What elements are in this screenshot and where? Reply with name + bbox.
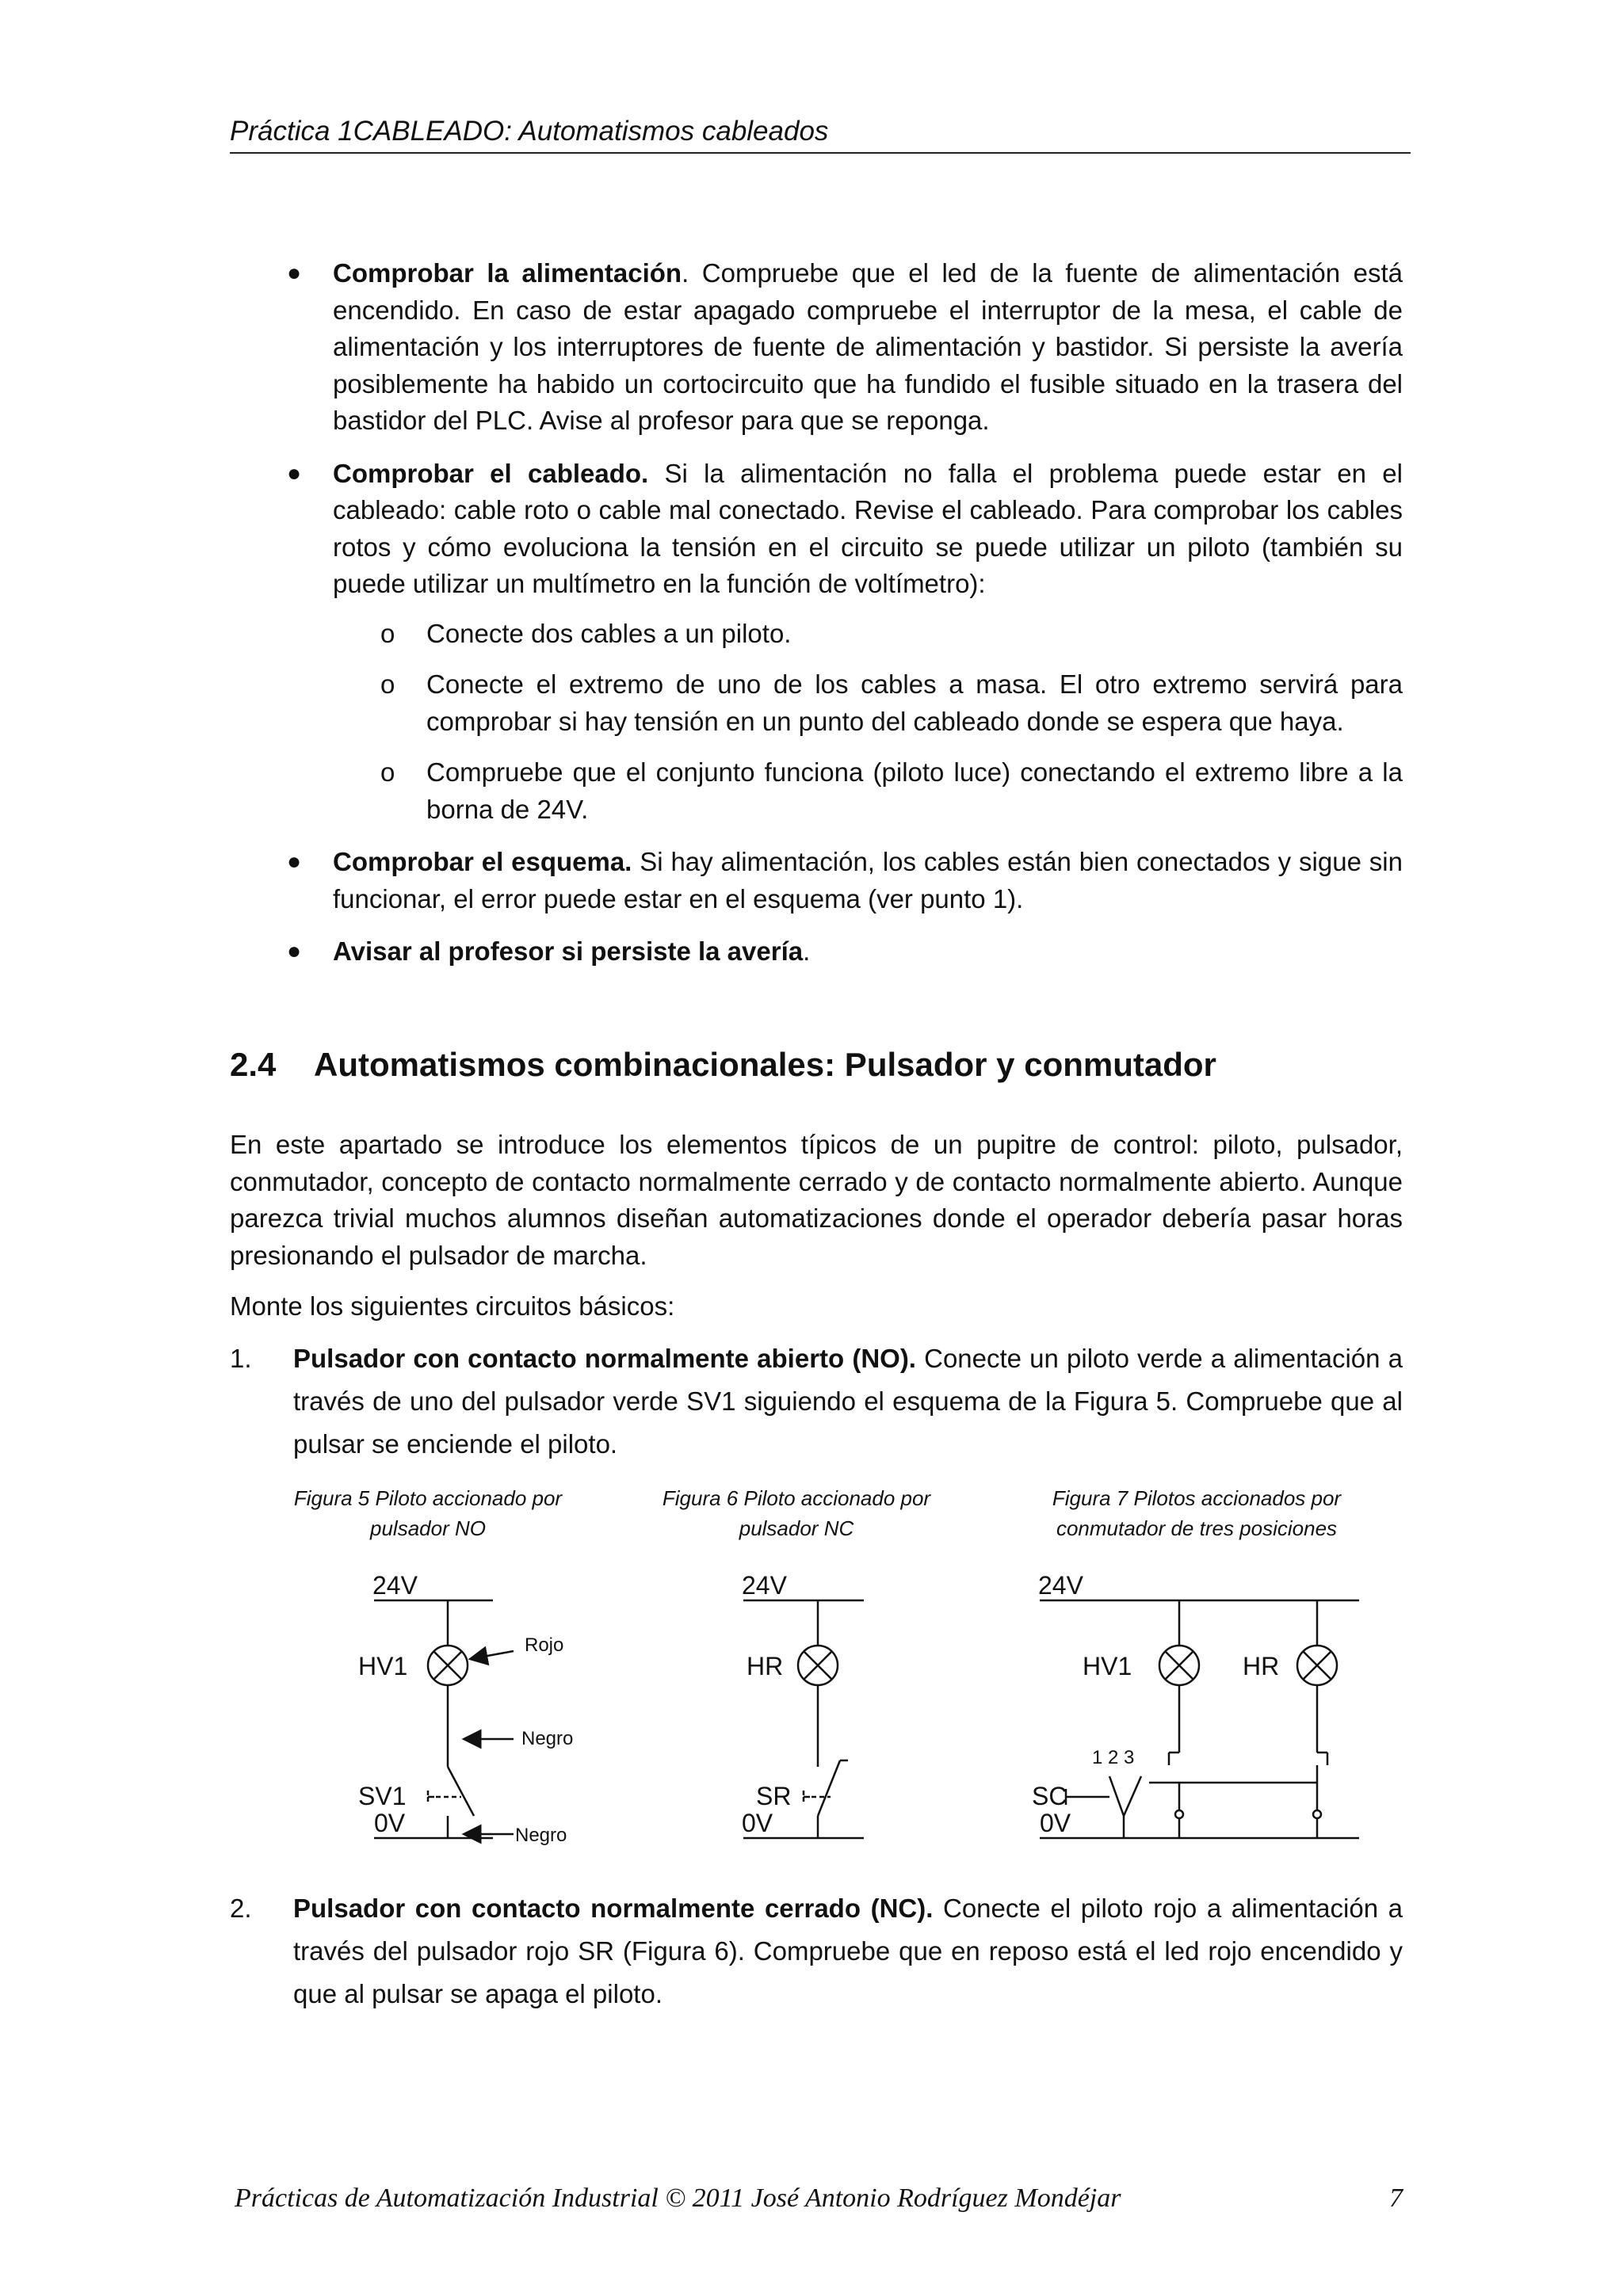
selector-contact: [1109, 1776, 1124, 1816]
label-switch: SC: [1032, 1782, 1067, 1810]
label-rojo: Rojo: [525, 1634, 564, 1656]
label-lamp: HV1: [358, 1652, 408, 1680]
section-number: 2.4: [230, 1046, 277, 1083]
section-title: Automatismos combinacionales: Pulsador y conmutador: [314, 1046, 1216, 1083]
caption-line: Figura 7 Pilotos accionados por: [1052, 1486, 1342, 1510]
push-actuator: [428, 1789, 461, 1805]
bullet-item: [230, 456, 1403, 829]
caption-line: pulsador NO: [370, 1516, 486, 1540]
sub-text: Conecte dos cables a un piloto.: [426, 618, 792, 648]
caption-line: pulsador NC: [739, 1516, 854, 1540]
switch-nc-contact: [818, 1760, 840, 1816]
intro-paragraph: Monte los siguientes circuitos básicos:: [230, 1291, 675, 1321]
bullet-dot-icon: ●: [287, 849, 302, 875]
item-text: Conecte un piloto verde a alimentación a través de uno del pulsador verde SV1 siguiendo el esquema de la Figura 5. Compruebe que al pulsar se enciende el piloto.: [293, 1344, 1403, 1459]
switch-no-contact: [448, 1767, 474, 1816]
sub-marker: o: [380, 618, 395, 648]
sub-item: [230, 616, 1403, 653]
label-0v: 0V: [1040, 1809, 1071, 1837]
footer-text: Prácticas de Automatización Industrial © 2011 José Antonio Rodríguez Mondéjar: [235, 2183, 1121, 2213]
bullet-dot-icon: ●: [287, 938, 302, 964]
bullet-item: [230, 844, 1403, 917]
item-title: Pulsador con contacto normalmente abierto (NO).: [293, 1344, 916, 1373]
item-number: 2.: [230, 1894, 252, 1923]
bullet-text: Si hay alimentación, los cables están bien conectados y sigue sin funcionar, el error puede estar en el esquema (ver punto 1).: [333, 847, 1403, 913]
label-0v: 0V: [742, 1809, 773, 1837]
bullet-title: Avisar al profesor si persiste la avería: [333, 936, 804, 966]
bullet-text: .: [803, 936, 811, 966]
page-number: 7: [1389, 2183, 1403, 2213]
label-24v: 24V: [372, 1571, 418, 1600]
bullet-title: Comprobar la alimentación: [333, 258, 682, 288]
header-title: Práctica 1CABLEADO: Automatismos cableados: [230, 116, 829, 147]
label-switch: SV1: [358, 1782, 407, 1810]
label-lamp: HR: [747, 1652, 784, 1680]
arrow-rojo: [470, 1651, 514, 1659]
sub-list: [333, 616, 1403, 829]
troubleshooting-list: [230, 255, 1403, 986]
label-positions: 1 2 3: [1092, 1747, 1135, 1768]
label-negro: Negro: [515, 1825, 567, 1846]
page-header: [230, 116, 1411, 154]
bullet-dot-icon: ●: [287, 460, 302, 486]
section-intro: [230, 1127, 1403, 1340]
label-lamp: HV1: [1083, 1652, 1132, 1680]
caption-line: Figura 5 Piloto accionado por: [293, 1486, 563, 1510]
bullet-text: . Compruebe que el led de la fuente de alimentación está encendido. En caso de estar apagado compruebe el interruptor de la mesa, el cable de alimentación y los interruptores de fuente de alimentación y bastidor. Si persiste la avería posiblemente ha habido un cortocircuito que ha fundido el fusible situado en la trasera del bastidor del PLC. Avise al profesor para que se reponga.: [333, 258, 1403, 435]
sub-item: [230, 754, 1403, 828]
bullet-item: [230, 255, 1403, 440]
label-negro: Negro: [521, 1728, 574, 1749]
sub-text: Conecte el extremo de uno de los cables a masa. El otro extremo servirá para comprobar si hay tensión en un punto del cableado donde se espera que haya.: [426, 669, 1403, 736]
item-number: 1.: [230, 1344, 252, 1373]
figure-7-diagram: [1040, 1600, 1359, 1838]
sub-marker: o: [380, 669, 395, 699]
sub-text: Compruebe que el conjunto funciona (piloto luce) conectando el extremo libre a la borna de 24V.: [426, 757, 1403, 824]
label-switch: SR: [756, 1782, 792, 1810]
section-heading: [230, 1046, 1216, 1084]
selector-actuator: [1066, 1789, 1109, 1805]
label-0v: 0V: [374, 1809, 406, 1837]
item-text: Conecte el piloto rojo a alimentación a través del pulsador rojo SR (Figura 6). Compruebe que en reposo está el led rojo encendido y que al pulsar se apaga el piloto.: [293, 1894, 1403, 2008]
intro-paragraph: En este apartado se introduce los elementos típicos de un pupitre de control: piloto, pulsador, conmutador, concepto de contacto normalmente cerrado y de contacto normalmente abierto. Aunque parezca trivial muchos alumnos diseñan automatizaciones donde el operador debería pasar horas presionando el pulsador de marcha.: [230, 1130, 1403, 1270]
item-title: Pulsador con contacto normalmente cerrado (NC).: [293, 1894, 934, 1923]
bullet-title: Comprobar el esquema.: [333, 847, 632, 876]
sub-item: [230, 666, 1403, 740]
circuit-diagrams: [238, 1483, 1411, 1863]
caption-line: conmutador de tres posiciones: [1056, 1516, 1338, 1540]
bullet-dot-icon: ●: [287, 260, 302, 286]
sub-marker: o: [380, 757, 395, 787]
caption-line: Figura 6 Piloto accionado por: [662, 1486, 931, 1510]
numbered-item: [230, 1337, 1403, 1466]
bullet-text: Si la alimentación no falla el problema puede estar en el cableado: cable roto o cable mal conectado. Revise el cableado. Para comprobar los cables rotos y cómo evoluciona la tensión en el circuito se puede utilizar un piloto (también su puede utilizar un multímetro en la función de voltímetro):: [333, 458, 1403, 598]
figures-row: [238, 1483, 1411, 1863]
label-24v: 24V: [1038, 1571, 1083, 1600]
bullet-item: [230, 933, 1403, 971]
label-24v: 24V: [742, 1571, 787, 1600]
numbered-item: [230, 1887, 1403, 2016]
bullet-title: Comprobar el cableado.: [333, 458, 649, 488]
page-footer: [235, 2183, 1403, 2214]
label-lamp: HR: [1243, 1652, 1280, 1680]
